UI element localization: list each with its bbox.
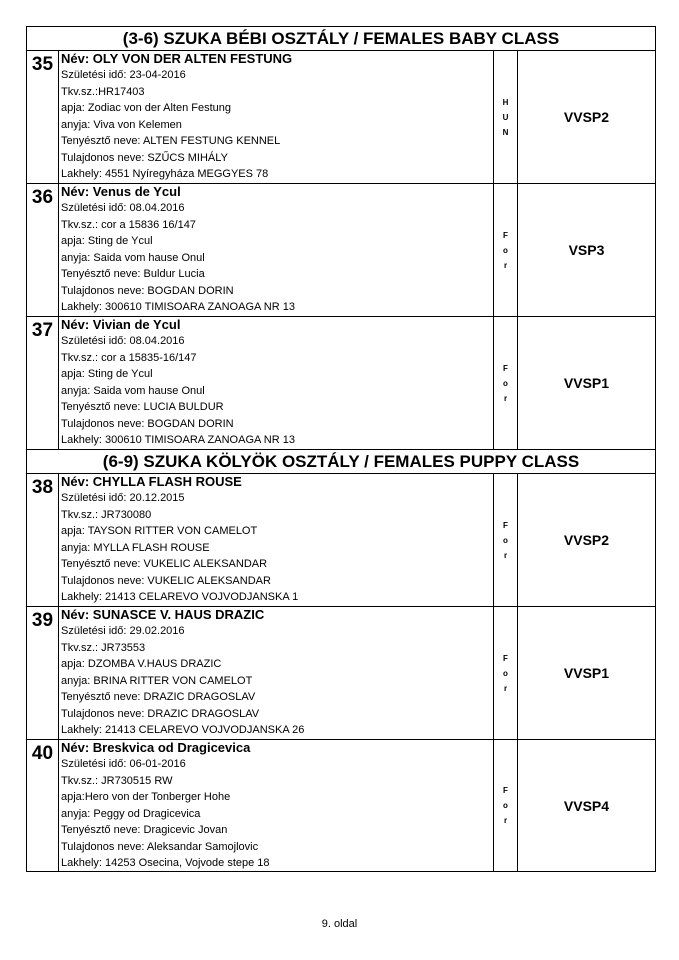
registration-number: Tkv.sz.: cor a 15836 16/147 bbox=[61, 218, 196, 231]
breeder: Tenyésztő neve: Buldur Lucia bbox=[61, 268, 205, 280]
country-code bbox=[494, 317, 518, 449]
address: Lakhely: 21413 CELAREVO VOJVODJANSKA 26 bbox=[61, 724, 305, 736]
country-letter: o bbox=[503, 668, 508, 678]
dog-entry bbox=[26, 183, 656, 316]
owner: Tulajdonos neve: DRAZIC DRAGOSLAV bbox=[61, 707, 260, 720]
country-letter: N bbox=[502, 127, 509, 137]
catalog-number: 38 bbox=[27, 474, 59, 606]
dam: anyja: Viva von Kelemen bbox=[61, 118, 182, 131]
dog-details bbox=[59, 51, 494, 183]
country-letter: o bbox=[503, 801, 508, 810]
dog-details bbox=[59, 474, 494, 606]
owner: Tulajdonos neve: BOGDAN DORIN bbox=[61, 284, 234, 297]
country-code bbox=[494, 607, 518, 739]
page-number: 9. oldal bbox=[321, 918, 358, 930]
address: Lakhely: 14253 Osecina, Vojvode stepe 18 bbox=[61, 857, 270, 869]
sire: apja: Sting de Ycul bbox=[61, 368, 153, 380]
owner: Tulajdonos neve: SZŰCS MIHÁLY bbox=[61, 151, 228, 164]
catalog-number: 39 bbox=[27, 607, 59, 739]
dam: anyja: Saida vom hause Onul bbox=[61, 251, 205, 264]
country-letter: F bbox=[503, 363, 508, 373]
dog-entry bbox=[26, 473, 656, 606]
breeder: Tenyésztő neve: VUKELIC ALEKSANDAR bbox=[61, 558, 268, 570]
country-letter: r bbox=[503, 683, 508, 693]
dam: anyja: BRINA RITTER VON CAMELOT bbox=[61, 674, 253, 687]
sire: apja: Zodiac von der Alten Festung bbox=[61, 102, 231, 114]
registration-number: Tkv.sz.: JR73553 bbox=[61, 641, 146, 654]
dog-name: Név: Breskvica od Dragicevica bbox=[61, 740, 251, 755]
country-letter: o bbox=[503, 245, 508, 255]
dog-name: Név: OLY VON DER ALTEN FESTUNG bbox=[61, 51, 293, 66]
birth-date: Születési idő: 20.12.2015 bbox=[61, 492, 185, 504]
address: Lakhely: 300610 TIMISOARA ZANOAGA NR 13 bbox=[61, 434, 295, 446]
award-result: VVSP2 bbox=[563, 109, 610, 125]
country-letter: r bbox=[503, 816, 508, 825]
breeder: Tenyésztő neve: DRAZIC DRAGOSLAV bbox=[61, 691, 256, 703]
dog-entry bbox=[26, 606, 656, 739]
dog-name: Név: Venus de Ycul bbox=[61, 184, 181, 199]
dog-details bbox=[59, 607, 494, 739]
catalog-number: 37 bbox=[27, 317, 59, 449]
registration-number: Tkv.sz.: JR730515 RW bbox=[61, 774, 173, 787]
birth-date: Születési idő: 08.04.2016 bbox=[61, 335, 185, 347]
dog-details bbox=[59, 317, 494, 449]
dog-entry bbox=[26, 316, 656, 449]
dog-entry bbox=[26, 739, 656, 872]
dog-details bbox=[59, 740, 494, 871]
country-letter: r bbox=[503, 260, 508, 270]
dog-entry bbox=[26, 50, 656, 183]
owner: Tulajdonos neve: VUKELIC ALEKSANDAR bbox=[61, 574, 271, 587]
award-result: VVSP1 bbox=[563, 375, 610, 391]
country-letter: F bbox=[503, 230, 508, 240]
results-table bbox=[26, 26, 656, 872]
registration-number: Tkv.sz.: cor a 15835-16/147 bbox=[61, 351, 197, 364]
award-result: VVSP4 bbox=[563, 797, 610, 814]
country-letter: H bbox=[502, 97, 509, 107]
birth-date: Születési idő: 23-04-2016 bbox=[61, 69, 186, 81]
dam: anyja: MYLLA FLASH ROUSE bbox=[61, 541, 210, 554]
catalog-number: 36 bbox=[27, 184, 59, 316]
country-code bbox=[494, 740, 518, 871]
catalog-number: 35 bbox=[27, 51, 59, 183]
country-letter: F bbox=[503, 653, 508, 663]
registration-number: Tkv.sz.:HR17403 bbox=[61, 85, 145, 98]
dog-details bbox=[59, 184, 494, 316]
award-result: VSP3 bbox=[568, 242, 605, 258]
award-result: VVSP2 bbox=[563, 532, 610, 548]
country-letter: o bbox=[503, 535, 508, 545]
catalog-number: 40 bbox=[27, 740, 59, 871]
country-letter: r bbox=[503, 393, 508, 403]
breeder: Tenyésztő neve: Dragicevic Jovan bbox=[61, 824, 228, 836]
country-code bbox=[494, 51, 518, 183]
owner: Tulajdonos neve: BOGDAN DORIN bbox=[61, 417, 234, 430]
dog-name: Név: CHYLLA FLASH ROUSE bbox=[61, 474, 242, 489]
country-letter: F bbox=[503, 786, 508, 795]
sire: apja: DZOMBA V.HAUS DRAZIC bbox=[61, 658, 222, 670]
sire: apja: TAYSON RITTER VON CAMELOT bbox=[61, 525, 258, 537]
dog-name: Név: Vivian de Ycul bbox=[61, 317, 181, 332]
class-heading: (3-6) SZUKA BÉBI OSZTÁLY / FEMALES BABY CLASS bbox=[26, 26, 656, 50]
country-letter: U bbox=[502, 112, 509, 122]
class-heading: (6-9) SZUKA KÖLYÖK OSZTÁLY / FEMALES PUPPY CLASS bbox=[26, 449, 656, 473]
dam: anyja: Saida vom hause Onul bbox=[61, 384, 205, 397]
owner: Tulajdonos neve: Aleksandar Samojlovic bbox=[61, 840, 259, 853]
country-letter: o bbox=[503, 378, 508, 388]
address: Lakhely: 300610 TIMISOARA ZANOAGA NR 13 bbox=[61, 301, 295, 313]
country-code bbox=[494, 184, 518, 316]
dog-name: Név: SUNASCE V. HAUS DRAZIC bbox=[61, 607, 265, 622]
registration-number: Tkv.sz.: JR730080 bbox=[61, 508, 152, 521]
sire: apja: Sting de Ycul bbox=[61, 235, 153, 247]
birth-date: Születési idő: 08.04.2016 bbox=[61, 202, 185, 214]
birth-date: Születési idő: 06-01-2016 bbox=[61, 758, 186, 770]
breeder: Tenyésztő neve: ALTEN FESTUNG KENNEL bbox=[61, 135, 281, 147]
birth-date: Születési idő: 29.02.2016 bbox=[61, 625, 185, 637]
address: Lakhely: 21413 CELAREVO VOJVODJANSKA 1 bbox=[61, 591, 299, 603]
country-code bbox=[494, 474, 518, 606]
country-letter: F bbox=[503, 520, 508, 530]
sire: apja:Hero von der Tonberger Hohe bbox=[61, 791, 231, 803]
breeder: Tenyésztő neve: LUCIA BULDUR bbox=[61, 401, 224, 413]
address: Lakhely: 4551 Nyíregyháza MEGGYES 78 bbox=[61, 168, 269, 180]
country-letter: r bbox=[503, 550, 508, 560]
dam: anyja: Peggy od Dragicevica bbox=[61, 807, 201, 820]
award-result: VVSP1 bbox=[563, 665, 610, 681]
